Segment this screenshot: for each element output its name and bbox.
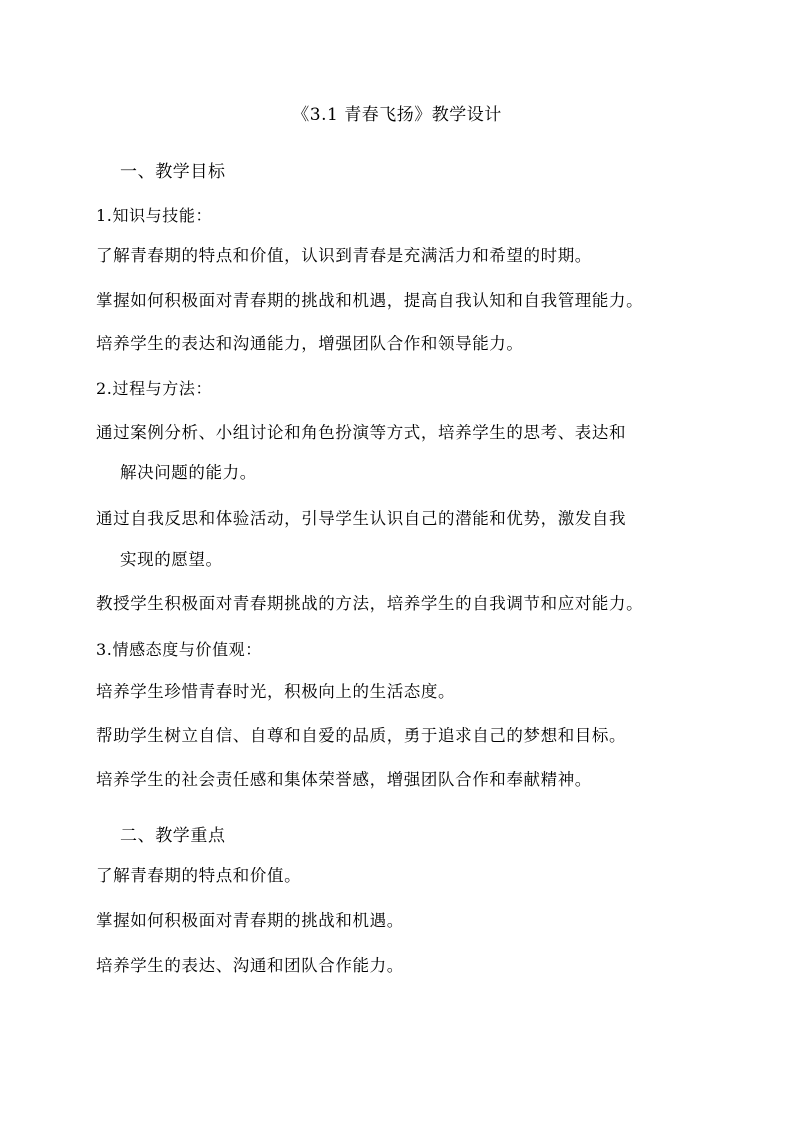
- paragraph-knowledge-2: 掌握如何积极面对青春期的挑战和机遇，提高自我认知和自我管理能力。: [96, 291, 644, 310]
- paragraph-process-3: 教授学生积极面对青春期挑战的方法，培养学生的自我调节和应对能力。: [96, 594, 644, 613]
- paragraph-process-2: 通过自我反思和体验活动，引导学生认识自己的潜能和优势，激发自我: [96, 509, 627, 528]
- subheading-knowledge: 1.知识与技能：: [96, 206, 213, 225]
- paragraph-knowledge-1: 了解青春期的特点和价值，认识到青春是充满活力和希望的时期。: [96, 246, 592, 265]
- section-heading-key-points: 二、教学重点: [120, 826, 226, 846]
- paragraph-process-1: 通过案例分析、小组讨论和角色扮演等方式，培养学生的思考、表达和: [96, 423, 627, 442]
- paragraph-process-2-continued: 实现的愿望。: [120, 550, 223, 569]
- document-title: 《3.1 青春飞扬》教学设计: [292, 105, 502, 125]
- paragraph-key-point-3: 培养学生的表达、沟通和团队合作能力。: [96, 956, 404, 975]
- paragraph-key-point-2: 掌握如何积极面对青春期的挑战和机遇。: [96, 911, 404, 930]
- subheading-process: 2.过程与方法：: [96, 379, 213, 398]
- section-heading-objectives: 一、教学目标: [120, 162, 226, 182]
- paragraph-emotion-1: 培养学生珍惜青春时光，积极向上的生活态度。: [96, 682, 456, 701]
- paragraph-emotion-3: 培养学生的社会责任感和集体荣誉感，增强团队合作和奉献精神。: [96, 770, 592, 789]
- paragraph-knowledge-3: 培养学生的表达和沟通能力，增强团队合作和领导能力。: [96, 334, 524, 353]
- paragraph-emotion-2: 帮助学生树立自信、自尊和自爱的品质，勇于追求自己的梦想和目标。: [96, 726, 627, 745]
- paragraph-process-1-continued: 解决问题的能力。: [120, 463, 257, 482]
- subheading-emotion: 3.情感态度与价值观：: [96, 640, 262, 659]
- paragraph-key-point-1: 了解青春期的特点和价值。: [96, 866, 302, 885]
